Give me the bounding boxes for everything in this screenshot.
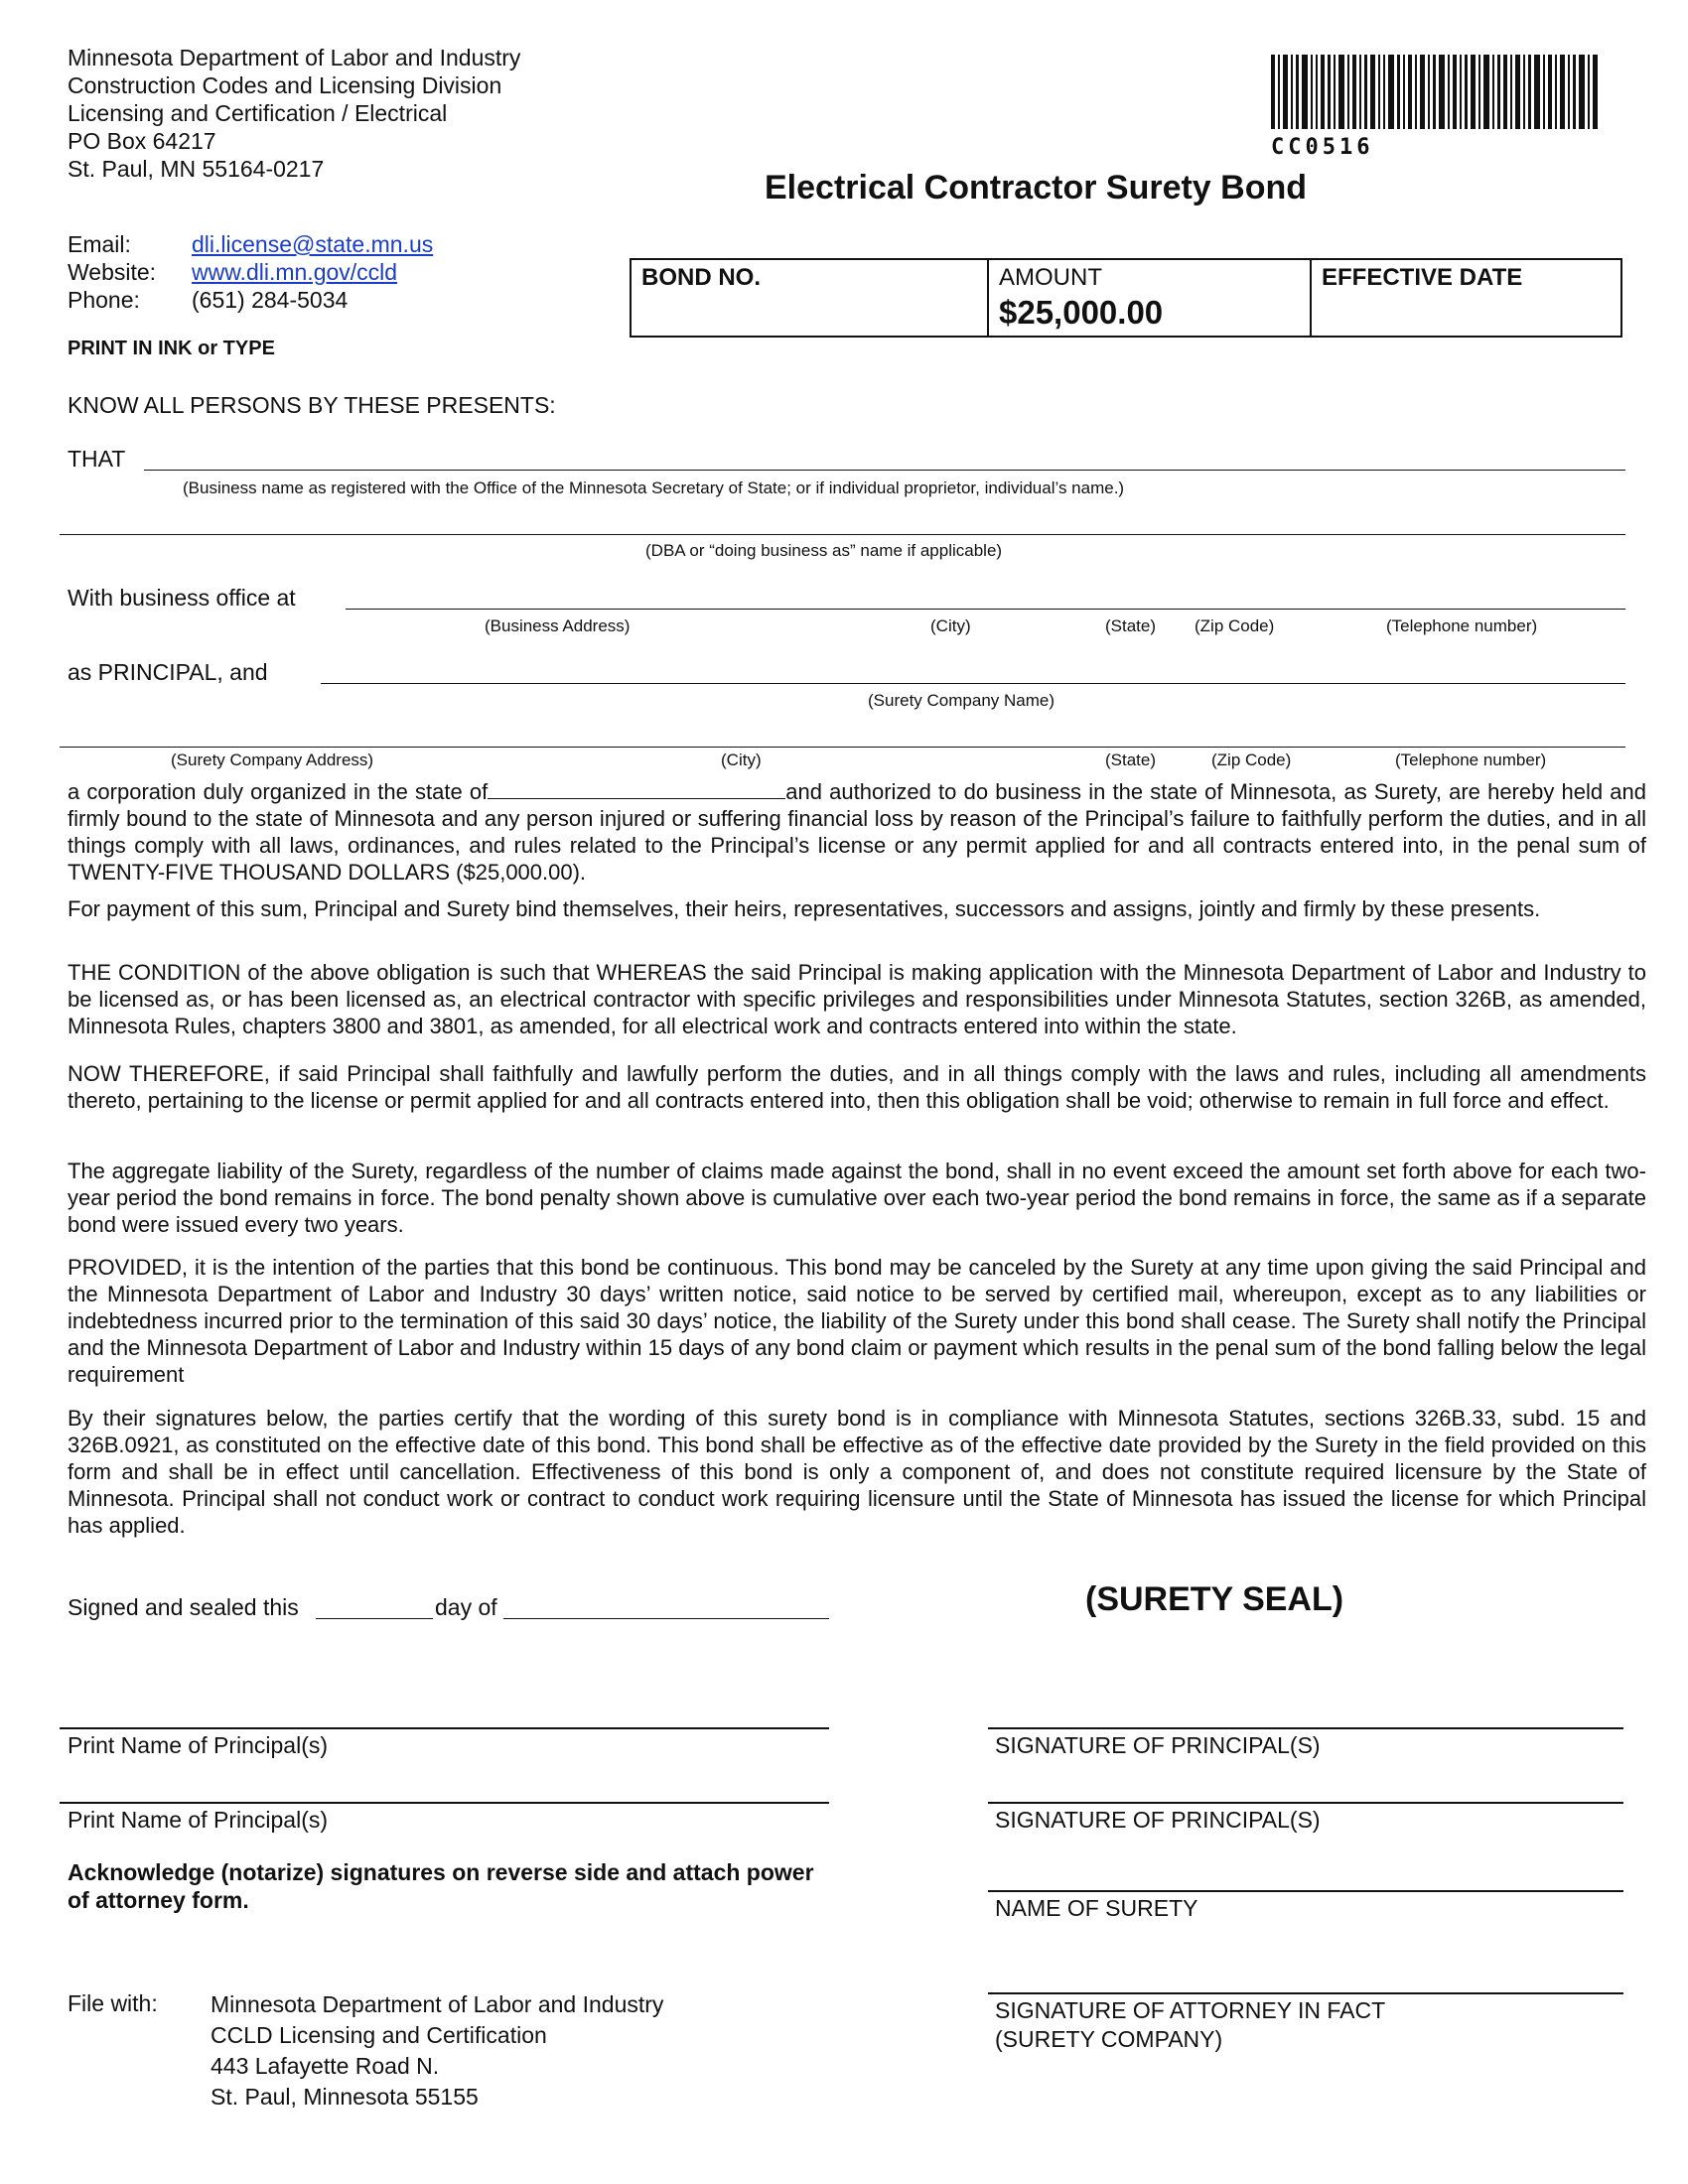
paragraph-payment: For payment of this sum, Principal and Surety bind themselves, their heirs, representatives, successors and assigns, jointly and firmly by these presents. [68, 896, 1541, 921]
address-line: Licensing and Certification / Electrical [68, 100, 448, 126]
page-title: Electrical Contractor Surety Bond [765, 169, 1308, 206]
bond-info-box [630, 258, 1622, 338]
attorney-signature-line[interactable] [988, 1992, 1623, 1994]
bond-no-label: BOND NO. [641, 264, 761, 291]
phone-number: (651) 284-5034 [192, 287, 349, 313]
print-name-label-2: Print Name of Principal(s) [68, 1807, 329, 1833]
dba-hint: (DBA or “doing business as” name if applicable) [645, 541, 1003, 560]
website-link[interactable]: www.dli.mn.gov/ccld [192, 259, 398, 285]
paragraph-aggregate-liability: The aggregate liability of the Surety, regardless of the number of claims made against the bond, shall in no event exceed the amount set forth above for each two-year period the bond remains in force. The bond penalty shown above is cumulative over each two-year period the bond remains in force, the same as if a separate bond were issued every two years. [68, 1159, 1646, 1237]
effective-date-label: EFFECTIVE DATE [1322, 264, 1523, 291]
address-line: St. Paul, MN 55164-0217 [68, 156, 325, 182]
surety-city-hint: (City) [721, 751, 762, 769]
file-with-line: St. Paul, Minnesota 55155 [211, 2084, 479, 2110]
website-label: Website: [68, 259, 157, 285]
business-address-hint: (Business Address) [485, 616, 631, 635]
state-hint: (State) [1105, 616, 1157, 635]
surety-telephone-hint: (Telephone number) [1395, 751, 1547, 769]
surety-name-field[interactable] [321, 683, 1625, 684]
file-with-address [211, 1989, 663, 2113]
amount-cell [989, 260, 1312, 336]
signature-principal-label-1: SIGNATURE OF PRINCIPAL(S) [995, 1732, 1321, 1758]
paragraph-signatures: By their signatures below, the parties certify that the wording of this surety bond is in compliance with Minnesota Statutes, sections 326B.33, subd. 15 and 326B.0921, as constituted on the effective date of this bond. This bond shall be effective as of the effective date provided by the Surety in the field provided on this form and shall be in effect until cancellation. Effectiveness of this bond is only a component of, and does not constitute required licensure by the State of Minnesota. Principal shall not conduct work or contract to conduct work requiring licensure until the State of Minnesota has issued the license for which Principal has applied. [68, 1406, 1646, 1538]
amount-label: AMOUNT [999, 264, 1102, 291]
paragraph-provided: PROVIDED, it is the intention of the parties that this bond be continuous. This bond may be canceled by the Surety at any time upon giving the said Principal and the Minnesota Department of Labor and Industry 30 days’ written notice, said notice to be served by certified mail, whereupon, except as to any liabilities or indebtedness incurred prior to the termination of this said 30 days’ notice, the liability of the Surety under this bond shall cease. The Surety shall notify the Principal and the Minnesota Department of Labor and Industry within 15 days of any bond claim or payment which results in the penal sum of the bond falling below the legal requirement [68, 1255, 1646, 1387]
city-hint: (City) [930, 616, 971, 635]
effective-date-cell[interactable] [1312, 260, 1620, 336]
acknowledge-note: Acknowledge (notarize) signatures on reverse side and attach power of attorney form. [68, 1859, 814, 1913]
address-line: Minnesota Department of Labor and Industry [68, 45, 521, 70]
surety-seal: (SURETY SEAL) [1085, 1580, 1344, 1618]
print-name-line-2[interactable] [60, 1802, 829, 1804]
paragraph-condition: THE CONDITION of the above obligation is such that WHEREAS the said Principal is making application with the Minnesota Department of Labor and Industry to be licensed as, or has been licensed as, an electrical contractor with specific privileges and responsibilities under Minnesota Statutes, section 326B, as amended, Minnesota Rules, chapters 3800 and 3801, as amended, for all electrical work and contracts entered into within the state. [68, 960, 1646, 1038]
surety-name-line[interactable] [988, 1890, 1623, 1892]
bond-no-cell[interactable] [632, 260, 989, 336]
file-with-line: 443 Lafayette Road N. [211, 2053, 440, 2079]
signed-month-field[interactable] [503, 1618, 829, 1619]
form-code: CC0516 [1271, 135, 1374, 160]
signature-principal-line-1[interactable] [988, 1727, 1623, 1729]
paragraph-now-therefore: NOW THEREFORE, if said Principal shall faithfully and lawfully perform the duties, and in all things comply with the laws and rules, including all amendments thereto, pertaining to the license or permit applied for and all contracts entered into, then this obligation shall be void; otherwise to remain in full force and effect. [68, 1061, 1646, 1113]
corporation-text-b: and authorized to do business in the state of Minnesota, as Surety, are hereby held and firmly bound to the state of Minnesota and any person injured or suffering financial loss by reason of the Principal’s failure to faithfully perform the duties, and in all things comply with all laws, ordinances, and rules related to the Principal’s license or any permit applied for and all contracts entered into, in the penal sum of TWENTY-FIVE THOUSAND DOLLARS ($25,000.00). [68, 779, 1646, 885]
signature-principal-line-2[interactable] [988, 1802, 1623, 1804]
email-label: Email: [68, 231, 131, 257]
address-line: PO Box 64217 [68, 128, 216, 154]
signature-principal-label-2: SIGNATURE OF PRINCIPAL(S) [995, 1807, 1321, 1833]
dba-field[interactable] [60, 534, 1625, 535]
business-name-field[interactable] [144, 470, 1625, 471]
amount-value: $25,000.00 [999, 294, 1164, 331]
paragraph-corporation [68, 778, 1646, 886]
surety-address-hint: (Surety Company Address) [171, 751, 374, 769]
attorney-signature-label: SIGNATURE OF ATTORNEY IN FACT [995, 1997, 1386, 2023]
business-address-field[interactable] [346, 609, 1625, 610]
state-of-organization-field[interactable] [488, 778, 785, 799]
agency-address [68, 44, 520, 183]
address-line: Construction Codes and Licensing Division [68, 72, 502, 98]
surety-address-field[interactable] [60, 747, 1625, 748]
signed-sealed-label: Signed and sealed this [68, 1594, 299, 1620]
that-label: THAT [68, 446, 126, 472]
corporation-text-a: a corporation duly organized in the state of [68, 779, 489, 804]
surety-state-hint: (State) [1105, 751, 1157, 769]
business-office-label: With business office at [68, 585, 296, 611]
file-with-line: Minnesota Department of Labor and Industry [211, 1991, 664, 2017]
file-with-label: File with: [68, 1990, 158, 2016]
barcode-icon [1271, 55, 1599, 129]
email-link[interactable]: dli.license@state.mn.us [192, 231, 434, 257]
principal-label: as PRINCIPAL, and [68, 659, 268, 685]
surety-name-hint: (Surety Company Name) [868, 691, 1055, 710]
surety-zip-hint: (Zip Code) [1211, 751, 1292, 769]
print-note: PRINT IN INK or TYPE [68, 338, 275, 359]
surety-name-label: NAME OF SURETY [995, 1895, 1198, 1921]
zip-hint: (Zip Code) [1195, 616, 1275, 635]
business-name-hint: (Business name as registered with the Office of the Minnesota Secretary of State; or if individual proprietor, individual’s name.) [183, 478, 1125, 497]
print-name-label-1: Print Name of Principal(s) [68, 1732, 329, 1758]
file-with-line: CCLD Licensing and Certification [211, 2022, 547, 2048]
print-name-line-1[interactable] [60, 1727, 829, 1729]
attorney-surety-company-label: (SURETY COMPANY) [995, 2026, 1223, 2052]
day-of-label: day of [435, 1594, 497, 1620]
signed-day-field[interactable] [316, 1618, 433, 1619]
know-all-heading: KNOW ALL PERSONS BY THESE PRESENTS: [68, 392, 556, 418]
phone-label: Phone: [68, 287, 140, 313]
telephone-hint: (Telephone number) [1386, 616, 1538, 635]
